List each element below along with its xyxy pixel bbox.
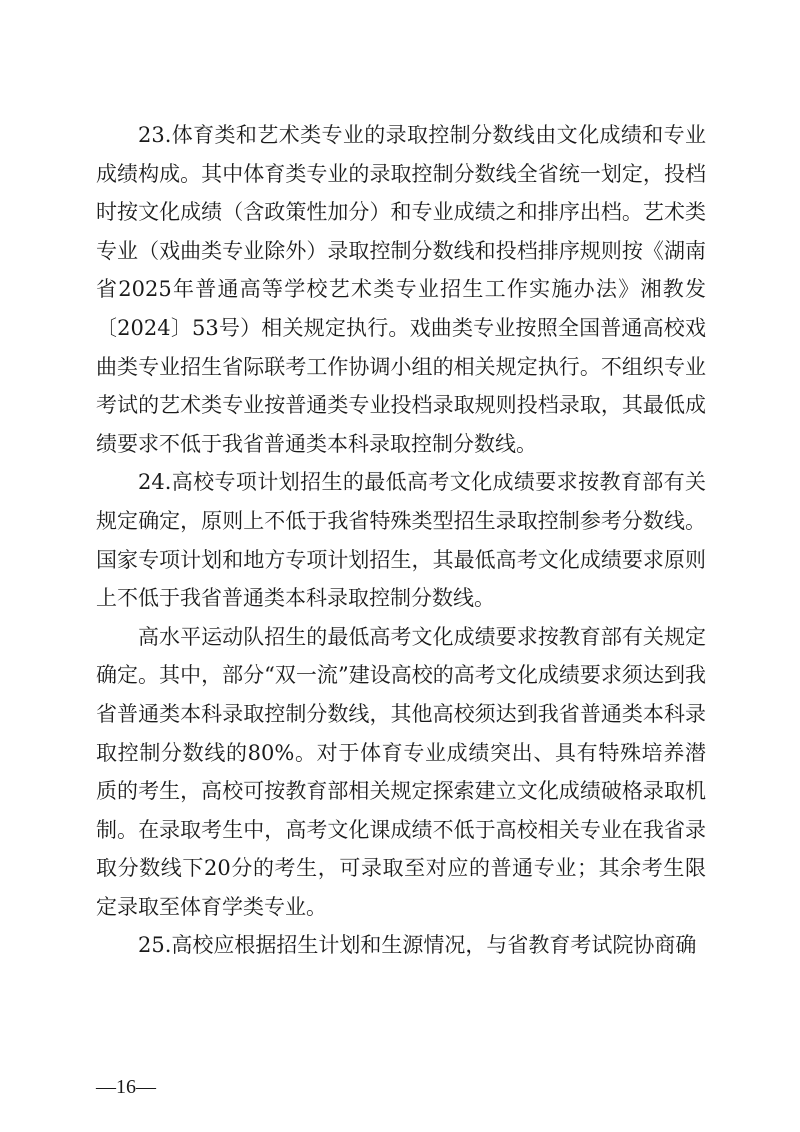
page-number: —16— [96,1076,156,1098]
paragraph-24: 24.高校专项计划招生的最低高考文化成绩要求按教育部有关规定确定，原则上不低于我省特殊类型招生录取控制参考分数线。国家专项计划和地方专项计划招生，其最低高考文化成绩要求原则上不低于我省普通类本科录取控制分数线。 [96,470,706,611]
document-body [96,116,706,965]
paragraph-high-level-sports: 高水平运动队招生的最低高考文化成绩要求按教育部有关规定确定。其中，部分“双一流”建设高校的高考文化成绩要求须达到我省普通类本科录取控制分数线，其他高校须达到我省普通类本科录取控制分数线的80%。对于体育专业成绩突出、具有特殊培养潜质的考生，高校可按教育部相关规定探索建立文化成绩破格录取机制。在录取考生中，高考文化课成绩不低于高校相关专业在我省录取分数线下20分的考生，可录取至对应的普通专业；其余考生限定录取至体育学类专业。 [96,624,706,919]
paragraph-25: 25.高校应根据招生计划和生源情况，与省教育考试院协商确 [138,933,697,958]
paragraph-23: 23.体育类和艺术类专业的录取控制分数线由文化成绩和专业成绩构成。其中体育类专业的录取控制分数线全省统一划定，投档时按文化成绩（含政策性加分）和专业成绩之和排序出档。艺术类专业（戏曲类专业除外）录取控制分数线和投档排序规则按《湖南省2025年普通高等学校艺术类专业招生工作实施办法》湘教发〔2024〕53号）相关规定执行。戏曲类专业按照全国普通高校戏曲类专业招生省际联考工作协调小组的相关规定执行。不组织专业考试的艺术类专业按普通类专业投档录取规则投档录取，其最低成绩要求不低于我省普通类本科录取控制分数线。 [96,123,706,456]
